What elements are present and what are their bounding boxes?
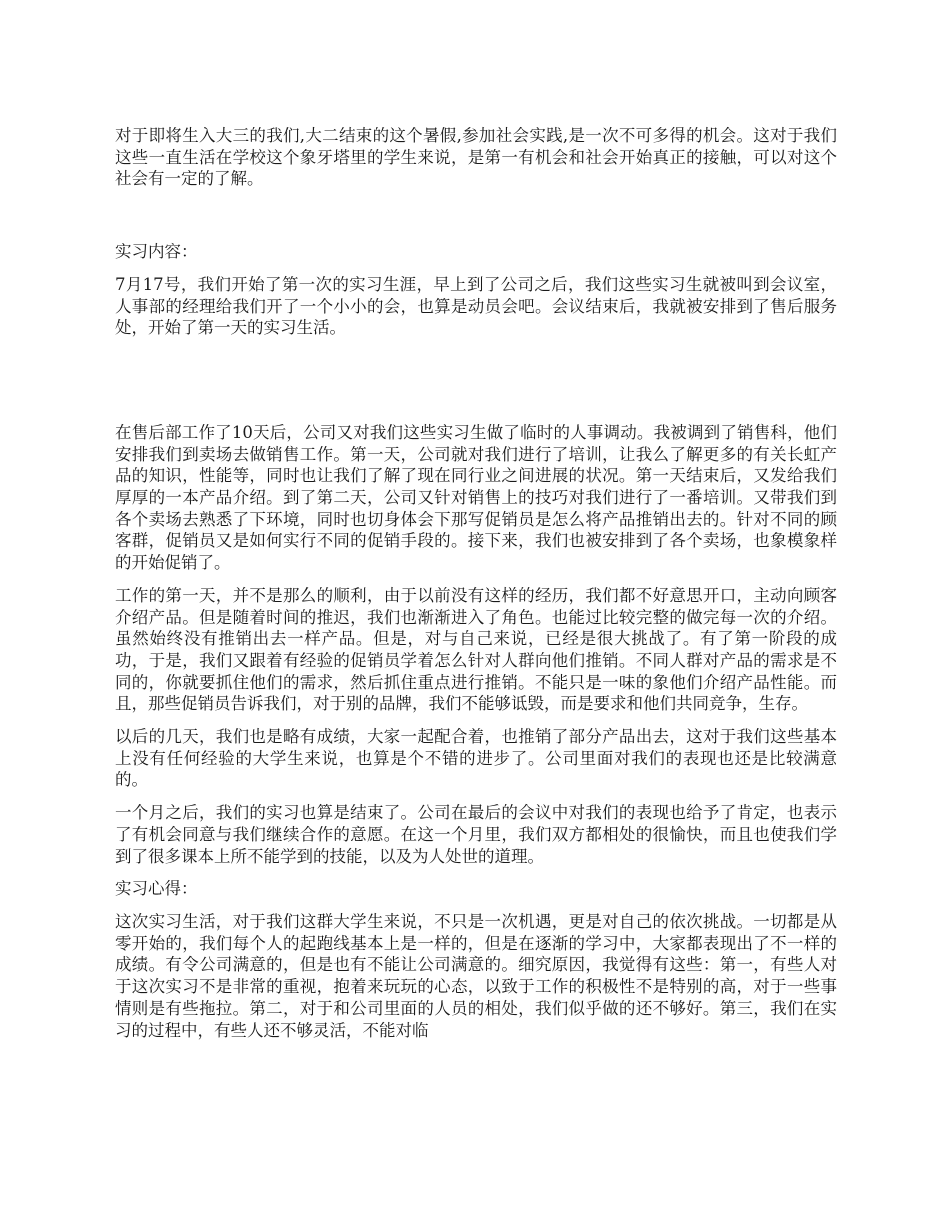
intro-paragraph: 对于即将生入大三的我们,大二结束的这个暑假,参加社会实践,是一次不可多得的机会。这对于我们这些一直生活在学校这个象牙塔里的学生来说，是第一有机会和社会开始真正的接触，可以对这个社会有一定的了解。 <box>115 126 837 189</box>
body-paragraph: 7月17号，我们开始了第一次的实习生涯，早上到了公司之后，我们这些实习生就被叫到会议室，人事部的经理给我们开了一个小小的会，也算是动员会吧。会议结束后，我就被安排到了售后服务处，开始了第一天的实习生活。 <box>115 274 837 338</box>
body-paragraph: 以后的几天，我们也是略有成绩，大家一起配合着，也推销了部分产品出去，这对于我们这些基本上没有任何经验的大学生来说，也算是个不错的进步了。公司里面对我们的表现也还是比较满意的。 <box>115 727 837 790</box>
body-paragraph: 在售后部工作了10天后，公司又对我们这些实习生做了临时的人事调动。我被调到了销售科，他们安排我们到卖场去做销售工作。第一天，公司就对我们进行了培训，让我么了解更多的有关长虹产品的知识，性能等，同时也让我们了解了现在同行业之间进展的状况。第一天结束后，又发给我们厚厚的一本产品介绍。到了第二天，公司又针对销售上的技巧对我们进行了一番培训。又带我们到各个卖场去熟悉了下环境，同时也切身体会下那写促销员是怎么将产品推销出去的。针对不同的顾客群，促销员又是如何实行不同的促销手段的。接下来，我们也被安排到了各个卖场，也象模象样的开始促销了。 <box>115 422 837 573</box>
body-paragraph: 这次实习生活，对于我们这群大学生来说，不只是一次机遇，更是对自己的依次挑战。一切都是从零开始的，我们每个人的起跑线基本上是一样的，但是在逐渐的学习中，大家都表现出了不一样的成绩。有令公司满意的，但是也有不能让公司满意的。细究原因，我觉得有这些：第一，有些人对于这次实习不是非常的重视，抱着来玩玩的心态，以致于工作的积极性不是特别的高，对于一些事情则是有些拖拉。第二，对于和公司里面的人员的相处，我们似乎做的还不够好。第三，我们在实习的过程中，有些人还不够灵活，不能对临 <box>115 911 837 1040</box>
spacer <box>115 350 837 422</box>
body-paragraph: 工作的第一天，并不是那么的顺利，由于以前没有这样的经历，我们都不好意思开口，主动向顾客介绍产品。但是随着时间的推迟，我们也渐渐进入了角色。也能过比较完整的做完每一次的介绍。虽然始终没有推销出去一样产品。但是，对与自己来说，已经是很大挑战了。有了第一阶段的成功，于是，我们又跟着有经验的促销员学着怎么针对人群向他们推销。不同人群对产品的需求是不同的，你就要抓住他们的需求，然后抓住重点进行推销。不能只是一味的象他们介绍产品性能。而且，那些促销员告诉我们，对于别的品牌，我们不能够诋毁，而是要求和他们共同竞争，生存。 <box>115 585 837 714</box>
document-body <box>115 125 837 1052</box>
spacer <box>115 201 837 241</box>
section-heading-internship-reflection: 实习心得： <box>115 879 198 899</box>
section-heading-internship-content: 实习内容： <box>115 242 198 262</box>
body-paragraph: 一个月之后，我们的实习也算是结束了。公司在最后的会议中对我们的表现也给予了肯定，也表示了有机会同意与我们继续合作的意愿。在这一个月里，我们双方都相处的很愉快，而且也使我们学到了很多课本上所不能学到的技能，以及为人处世的道理。 <box>115 803 837 866</box>
